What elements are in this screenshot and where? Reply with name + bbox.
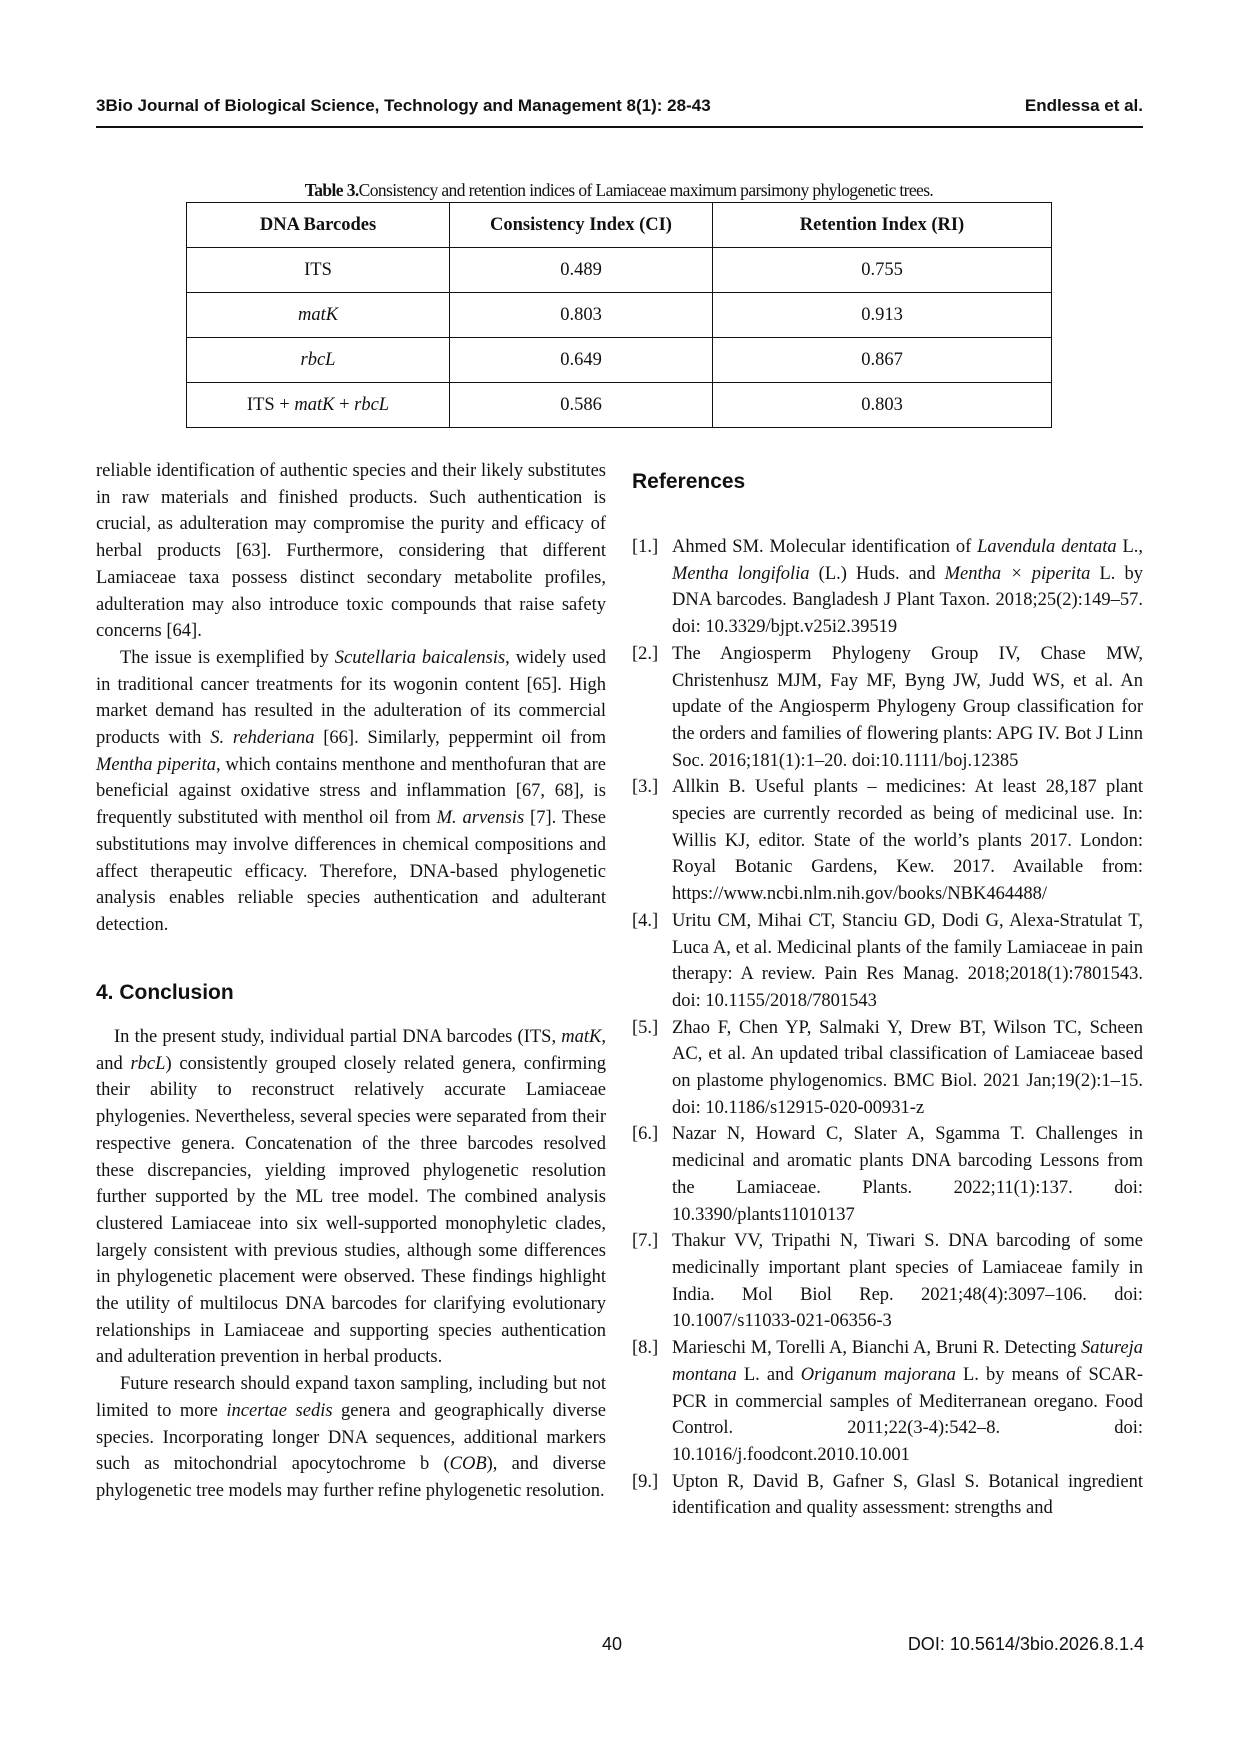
conclusion-heading: 4. Conclusion — [96, 981, 234, 1004]
doi-label: DOI: 10.5614/3bio.2026.8.1.4 — [907, 1634, 1144, 1654]
table-row — [187, 248, 1052, 293]
table-caption-label: Table 3. — [304, 180, 359, 200]
barcode-cell: ITS + matK + rbcL — [187, 383, 450, 428]
column-header-barcodes: DNA Barcodes — [187, 203, 450, 248]
left-column-conclusion — [96, 1024, 606, 1505]
paragraph-future-research: Future research should expand taxon sampling, including but not limited to more incertae sedis genera and geographically diverse species. Incorporating longer DNA sequences, additional markers such as mitochondrial apocytochrome b (COB), and diverse phylogenetic tree models may further refine phylogenetic resolution. — [96, 1374, 606, 1501]
references-heading: References — [632, 470, 746, 493]
paragraph-conclusion-summary: In the present study, individual partial DNA barcodes (ITS, matK, and rbcL) consistently grouped closely related genera, confirming their ability to reconstruct relatively accurate Lamiaceae phylogenies. Nevertheless, several species were separated from their respective genera. Concatenation of the three barcodes resolved these discrepancies, yielding improved phylogenetic resolution further supported by the ML tree model. The combined analysis clustered Lamiaceae into six well-supported monophyletic clades, largely consistent with previous studies, although some differences in phylogenetic placement were observed. These findings highlight the utility of multilocus DNA barcodes for clarifying evolutionary relationships in Lamiaceae and supporting species authentication and adulteration prevention in herbal products. — [96, 1027, 607, 1368]
reference-item: [7.] Thakur VV, Tripathi N, Tiwari S. DNA barcoding of some medicinally important plant species of Lamiaceae family in India. Mol Biol Rep. 2021;48(4):3097–106. doi: 10.1007/s11033-021-06356-3 — [632, 1231, 1143, 1332]
reference-item: [8.] Marieschi M, Torelli A, Bianchi A, Bruni R. Detecting Satureja montana L. and Origanum majorana L. by means of SCAR-PCR in commercial samples of Mediterranean oregano. Food Control. 2011;22(3-4):542–8. doi: 10.1016/j.foodcont.2010.10.001 — [632, 1338, 1144, 1465]
ci-cell: 0.803 — [450, 293, 713, 338]
reference-item: [4.] Uritu CM, Mihai CT, Stanciu GD, Dodi G, Alexa-Stratulat T, Luca A, et al. Medicinal plants of the family Lamiaceae in pain therapy: A review. Pain Res Manag. 2018;2018(1):7801543. doi: 10.1155/2018/7801543 — [632, 910, 1143, 1011]
ci-cell: 0.489 — [450, 248, 713, 293]
ri-cell: 0.755 — [713, 248, 1052, 293]
indices-table — [186, 202, 1052, 428]
barcode-cell: matK — [187, 293, 450, 338]
paragraph-adulteration-examples: The issue is exemplified by Scutellaria baicalensis, widely used in traditional cancer treatments for its wogonin content [65]. High market demand has resulted in the adulteration of its commercial products with S. rehderiana [66]. Similarly, peppermint oil from Mentha piperita, which contains menthone and menthofuran that are beneficial against oxidative stress and inflammation [67, 68], is frequently substituted with menthol oil from M. arvensis [7]. These substitutions may involve differences in chemical compositions and affect therapeutic efficacy. Therefore, DNA-based phylogenetic analysis enables reliable species authentication and adulterant detection. — [96, 647, 607, 935]
column-header-ci: Consistency Index (CI) — [450, 203, 713, 248]
author-line: Endlessa et al. — [1024, 96, 1143, 115]
reference-item: [2.] The Angiosperm Phylogeny Group IV, Chase MW, Christenhusz MJM, Fay MF, Byng JW, Judd WS, et al. An update of the Angiosperm Phylogeny Group classification for the orders and families of flowering plants: APG IV. Bot J Linn Soc. 2016;181(1):1–20. doi:10.1111/boj.12385 — [632, 643, 1143, 771]
table-caption-text: Consistency and retention indices of Lamiaceae maximum parsimony phylogenetic trees. — [358, 180, 934, 200]
header-divider — [96, 126, 1143, 128]
reference-item: [6.] Nazar N, Howard C, Slater A, Sgamma T. Challenges in medicinal and aromatic plants DNA barcoding Lessons from the Lamiaceae. Plants. 2022;11(1):137. doi: 10.3390/plants11010137 — [632, 1124, 1143, 1225]
ci-cell: 0.649 — [450, 338, 713, 383]
ri-cell: 0.803 — [713, 383, 1052, 428]
journal-title: 3Bio Journal of Biological Science, Technology and Management 8(1): 28-43 — [96, 96, 711, 115]
reference-item: [9.] Upton R, David B, Gafner S, Glasl S. Botanical ingredient identification and quality assessment: strengths and — [632, 1471, 1143, 1519]
barcode-cell: ITS — [187, 248, 450, 293]
table-row — [187, 293, 1052, 338]
paragraph-authentication: reliable identification of authentic species and their likely substitutes in raw materials and finished products. Such authentication is crucial, as adulteration may compromise the purity and efficacy of herbal products [63]. Furthermore, considering that different Lamiaceae taxa possess distinct secondary metabolite profiles, adulteration may also introduce toxic compounds that raise safety concerns [64]. — [96, 461, 606, 642]
ri-cell: 0.913 — [713, 293, 1052, 338]
table-header-row — [187, 203, 1052, 248]
table-caption — [186, 180, 1052, 201]
reference-item: [3.] Allkin B. Useful plants – medicines: At least 28,187 plant species are currently recorded as being of medicinal use. In: Willis KJ, editor. State of the world’s plants 2017. London: Royal Botanic Gardens, Kew. 2017. Available from: https://www.ncbi.nlm.nih.gov/books/NBK464488/ — [632, 777, 1143, 905]
reference-list — [632, 534, 1143, 1522]
page-number: 40 — [602, 1634, 623, 1654]
left-column-discussion — [96, 458, 606, 939]
reference-item: [1.] Ahmed SM. Molecular identification of Lavendula dentata L., Mentha longifolia (L.) Huds. and Mentha × piperita L. by DNA barcodes. Bangladesh J Plant Taxon. 2018;25(2):149–57. doi: 10.3329/bjpt.v25i2.39519 — [632, 537, 1143, 638]
ri-cell: 0.867 — [713, 338, 1052, 383]
table-row — [187, 383, 1052, 428]
column-header-ri: Retention Index (RI) — [713, 203, 1052, 248]
barcode-cell: rbcL — [187, 338, 450, 383]
ci-cell: 0.586 — [450, 383, 713, 428]
reference-item: [5.] Zhao F, Chen YP, Salmaki Y, Drew BT, Wilson TC, Scheen AC, et al. An updated tribal classification of Lamiaceae based on plastome phylogenomics. BMC Biol. 2021 Jan;19(2):1–15. doi: 10.1186/s12915-020-00931-z — [632, 1017, 1143, 1118]
table-row — [187, 338, 1052, 383]
